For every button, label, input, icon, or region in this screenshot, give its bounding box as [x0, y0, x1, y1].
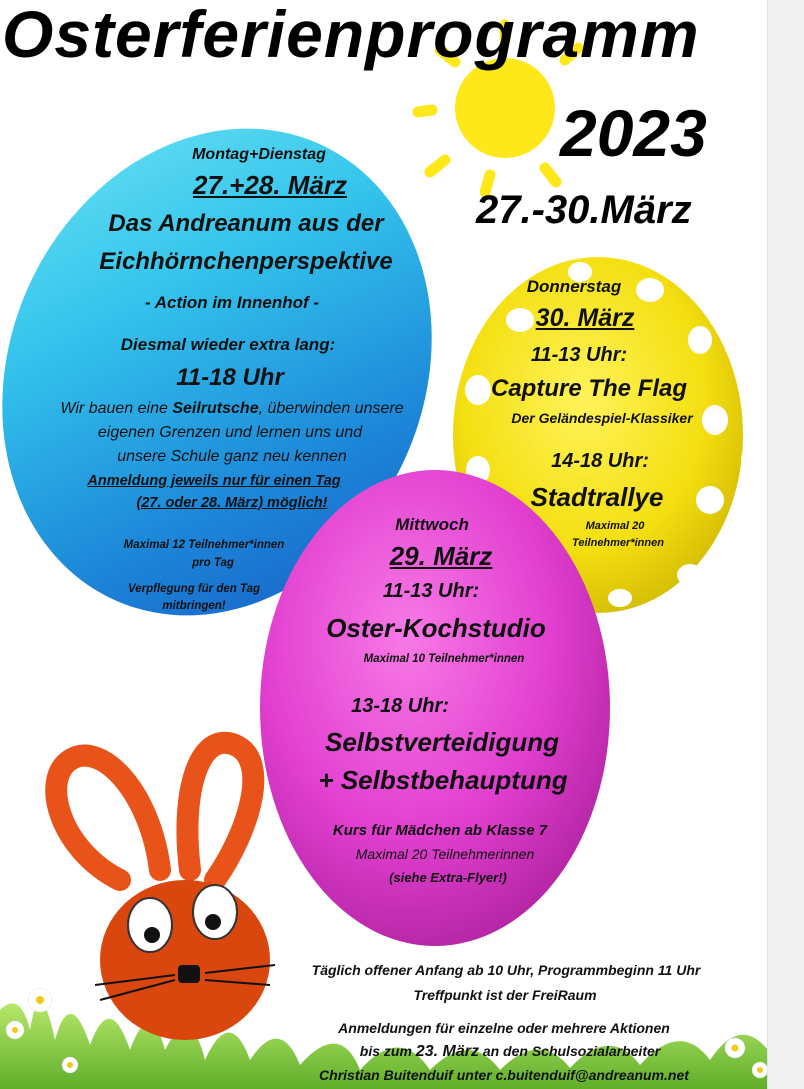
pink-time2: 13-18 Uhr:: [351, 695, 449, 717]
footer-line4: [360, 1043, 660, 1061]
footer-line3: Anmeldungen für einzelne oder mehrere Aktionen: [338, 1020, 670, 1036]
year-heading: 2023: [560, 96, 707, 170]
blue-subtitle: - Action im Innenhof -: [144, 293, 320, 312]
blue-extra: Diesmal wieder extra lang:: [120, 335, 336, 354]
pink-course: Kurs für Mädchen ab Klasse 7: [332, 822, 548, 839]
date-range: 27.-30.März: [476, 188, 692, 232]
yellow-day: Donnerstag: [526, 277, 622, 296]
pink-event1: Oster-Kochstudio: [326, 613, 546, 643]
pink-event2-line1: Selbstverteidigung: [324, 727, 560, 757]
yellow-event1-sub: Der Geländespiel-Klassiker: [511, 410, 693, 426]
footer-line4-pre: bis zum: [359, 1043, 416, 1059]
blue-date: 27.+28. März: [193, 170, 347, 200]
footer-line5: Christian Buitenduif unter c.buitenduif@andreanum.net: [319, 1067, 689, 1083]
pink-event2-line2: + Selbstbehauptung: [318, 765, 568, 795]
pink-day: Mittwoch: [395, 515, 469, 534]
pink-time1: 11-13 Uhr:: [382, 580, 480, 602]
blue-title-line2: Eichhörnchenperspektive: [99, 248, 393, 275]
blue-desc-line3: unsere Schule ganz neu kennen: [117, 448, 347, 465]
blue-food-line1: Verpflegung für den Tag: [127, 583, 261, 595]
pink-course-max: Maximal 20 Teilnehmerinnen: [355, 846, 535, 862]
pink-flyer-note: (siehe Extra-Flyer!): [389, 870, 507, 885]
yellow-max-line2: Teilnehmer*innen: [572, 537, 664, 549]
blue-desc-bold: Seilrutsche: [172, 400, 259, 417]
pink-event1-max: Maximal 10 Teilnehmer*innen: [363, 653, 525, 665]
blue-title-line1: Das Andreanum aus der: [108, 210, 384, 237]
yellow-time2: 14-18 Uhr:: [551, 450, 649, 472]
blue-desc-line2: eigenen Grenzen und lernen uns und: [97, 424, 363, 441]
blue-food-line2: mitbringen!: [162, 600, 226, 612]
yellow-max-line1: Maximal 20: [585, 520, 645, 532]
blue-desc-post: , überwinden unsere: [258, 400, 404, 417]
bunny-illustration: [56, 743, 275, 1040]
viewer-scrollbar[interactable]: [767, 0, 804, 1089]
blue-registration-line2: (27. oder 28. März) möglich!: [136, 495, 328, 511]
blue-time: 11-18 Uhr: [176, 364, 284, 391]
blue-desc-pre: Wir bauen eine: [60, 400, 173, 417]
yellow-time1: 11-13 Uhr:: [530, 344, 628, 366]
yellow-event1: Capture The Flag: [490, 375, 688, 402]
yellow-event2: Stadtrallye: [530, 482, 664, 512]
footer-deadline: 23. März: [415, 1043, 479, 1060]
blue-registration-line1: Anmeldung jeweils nur für einen Tag: [87, 473, 341, 489]
blue-day: Montag+Dienstag: [192, 146, 326, 163]
blue-max-line1: Maximal 12 Teilnehmer*innen: [123, 539, 285, 551]
blue-desc-line1: [60, 400, 403, 418]
footer-line1: Täglich offener Anfang ab 10 Uhr, Programmbeginn 11 Uhr: [311, 962, 701, 978]
yellow-date: 30. März: [535, 304, 635, 332]
footer-line4-post: an den Schulsozialarbeiter: [478, 1043, 661, 1059]
blue-max-line2: pro Tag: [192, 557, 234, 569]
footer-line2: Treffpunkt ist der FreiRaum: [413, 987, 597, 1003]
pink-date: 29. März: [389, 541, 493, 571]
page-title: Osterferienprogramm: [2, 0, 700, 71]
